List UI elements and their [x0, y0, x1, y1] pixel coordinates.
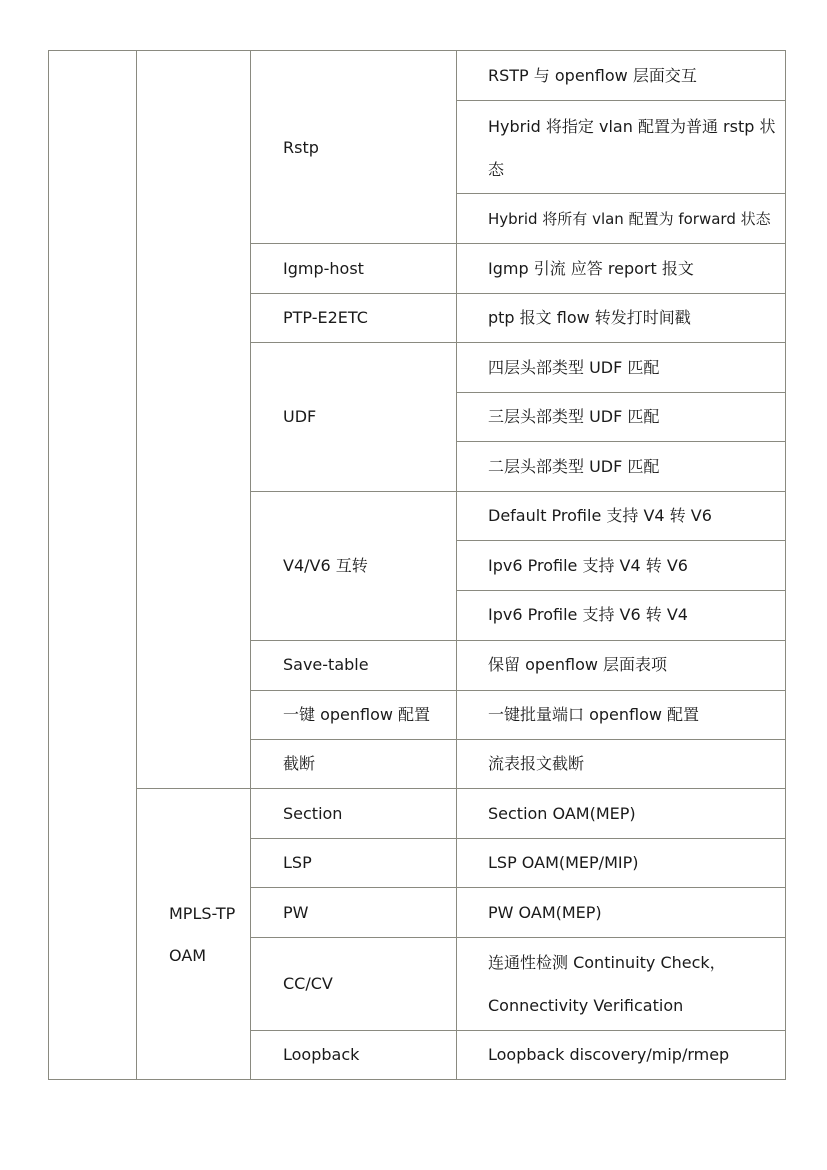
- row-divider: [250, 739, 786, 740]
- feature-v4v6: V4/V6 互转: [283, 556, 368, 575]
- desc-v4v6-1: Default Profile 支持 V4 转 V6: [488, 506, 712, 525]
- table-border-left: [48, 50, 49, 1080]
- row-divider: [250, 937, 786, 938]
- desc-udf-1: 四层头部类型 UDF 匹配: [488, 358, 660, 377]
- table-border-bottom: [48, 1079, 786, 1080]
- row-divider: [250, 1030, 786, 1031]
- row-divider: [250, 838, 786, 839]
- feature-udf: UDF: [283, 407, 317, 426]
- desc-loopback: Loopback discovery/mip/rmep: [488, 1045, 730, 1064]
- desc-rstp-2-line1: Hybrid 将指定 vlan 配置为普通 rstp 状: [488, 117, 776, 136]
- desc-rstp-3: Hybrid 将所有 vlan 配置为 forward 状态: [488, 210, 771, 228]
- row-divider: [250, 342, 786, 343]
- desc-udf-2: 三层头部类型 UDF 匹配: [488, 407, 660, 426]
- group-divider: [136, 788, 786, 789]
- desc-section: Section OAM(MEP): [488, 804, 636, 823]
- desc-udf-3: 二层头部类型 UDF 匹配: [488, 457, 660, 476]
- row-divider: [250, 243, 786, 244]
- desc-rstp-1: RSTP 与 openflow 层面交互: [488, 66, 697, 85]
- row-divider: [250, 491, 786, 492]
- column-divider-1: [136, 50, 137, 1080]
- row-divider: [456, 590, 786, 591]
- table-border-right: [785, 50, 786, 1080]
- column-divider-2: [250, 50, 251, 1080]
- desc-v4v6-3: Ipv6 Profile 支持 V6 转 V4: [488, 605, 688, 624]
- desc-save-table: 保留 openflow 层面表项: [488, 655, 668, 674]
- feature-one-key-openflow: 一键 openflow 配置: [283, 705, 431, 724]
- category-label-line1: MPLS-TP: [169, 904, 236, 923]
- row-divider: [250, 690, 786, 691]
- feature-rstp: Rstp: [283, 138, 319, 157]
- row-divider: [456, 441, 786, 442]
- desc-cccv-line1: 连通性检测 Continuity Check，: [488, 953, 726, 972]
- column-divider-3: [456, 50, 457, 1080]
- feature-lsp: LSP: [283, 853, 312, 872]
- desc-v4v6-2: Ipv6 Profile 支持 V4 转 V6: [488, 556, 688, 575]
- desc-truncate: 流表报文截断: [488, 754, 585, 773]
- row-divider: [456, 100, 786, 101]
- desc-rstp-2-line2: 态: [488, 160, 505, 179]
- feature-ptp-e2etc: PTP-E2ETC: [283, 308, 368, 327]
- desc-pw: PW OAM(MEP): [488, 903, 602, 922]
- feature-cccv: CC/CV: [283, 974, 333, 993]
- row-divider: [250, 293, 786, 294]
- desc-one-key: 一键批量端口 openflow 配置: [488, 705, 700, 724]
- feature-pw: PW: [283, 903, 309, 922]
- desc-lsp: LSP OAM(MEP/MIP): [488, 853, 639, 872]
- row-divider: [250, 640, 786, 641]
- category-label-line2: OAM: [169, 946, 207, 965]
- feature-loopback: Loopback: [283, 1045, 360, 1064]
- desc-cccv-line2: Connectivity Verification: [488, 996, 684, 1015]
- row-divider: [456, 540, 786, 541]
- row-divider: [456, 392, 786, 393]
- row-divider: [250, 887, 786, 888]
- feature-igmp-host: Igmp-host: [283, 259, 364, 278]
- desc-igmp: Igmp 引流 应答 report 报文: [488, 259, 694, 278]
- feature-truncate: 截断: [283, 754, 316, 773]
- desc-ptp: ptp 报文 flow 转发打时间戳: [488, 308, 691, 327]
- feature-save-table: Save-table: [283, 655, 369, 674]
- feature-section: Section: [283, 804, 343, 823]
- row-divider: [456, 193, 786, 194]
- table-border-top: [48, 50, 786, 51]
